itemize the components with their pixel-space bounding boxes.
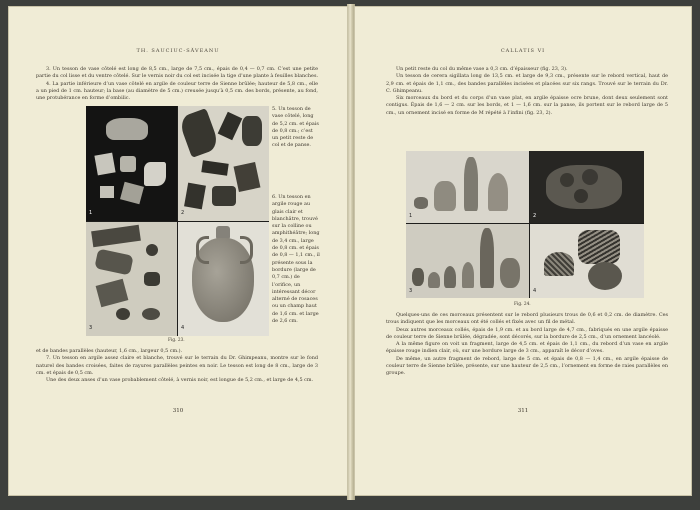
left-page: [8, 6, 348, 496]
right-para-1: Un petit reste du col du même vase a 0,3 cm. d’épaisseur (fig. 23, 3).: [396, 66, 568, 72]
right-para-2: Un tesson de cerera sigillata long de 13,5 cm. et large de 9,3 cm., présente sur le rebord vertical, haut de 2,9 cm. et épais de 1,1 cm., des bandes parallèles incisées et placées sur six rangs. Trouvé sur le terrain du Dr. C. Ghimpeanu.: [386, 73, 668, 94]
plate-number-4: 4: [181, 325, 185, 331]
right-folio: 311: [517, 408, 529, 414]
figure-23-plate: [86, 106, 269, 336]
left-para-6: 7. Un tesson en argile assez claire et blanche, trouvé sur le terrain du Dr. Ghimpeanu, montre sur le fond naturel des bandes croisées, faites de rayures parallèles peintes en noir. Le tesson est long de 8 cm., large de 3 cm. et épais de 0,5 cm.: [36, 355, 318, 376]
left-para-5: et de bandes parallèles (hauteur, 1,6 cm., largeur 0,5 cm.).: [36, 348, 183, 354]
left-running-header: TH. SAUCIUC-SĂVEANU: [136, 48, 220, 54]
plate-quadrant-2: [178, 106, 269, 221]
plate-24-quadrant-4: [530, 224, 644, 298]
right-running-header: CALLATIS VI: [500, 48, 546, 54]
plate-24-number-4: 4: [533, 288, 537, 294]
plate-24-number-1: 1: [409, 213, 413, 219]
plate-number-2: 2: [181, 210, 185, 216]
right-top-text: [386, 66, 668, 117]
plate-quadrant-1: [86, 106, 177, 221]
plate-24-quadrant-1: [406, 151, 529, 223]
plate-quadrant-3: [86, 222, 177, 336]
right-para-6: A la même figure on voit un fragment, large de 4,5 cm. et épais de 1,1 cm., du rebord d’un vase en argile épaisse rouge indien clair, où, sur une bordure large de 3 cm., apparaît le décor d’oves.: [386, 341, 668, 355]
right-bottom-text: [386, 312, 668, 378]
figure-24-caption: Fig. 24.: [514, 302, 531, 307]
figure-24-plate: [406, 151, 644, 298]
plate-quadrant-4: [178, 222, 269, 336]
left-para-3: 5. Un tesson de vase côtelé, long de 5,2 cm. et épais de 0,8 cm.; c’est un petit reste de col et de panse.: [272, 106, 319, 149]
left-folio: 310: [172, 408, 184, 414]
right-para-5: Deux autres morceaux collés, épais de 1,9 cm. et au bord large de 4,7 cm., fabriqués en une argile épaisse de couleur terre de Sienne brûlée, dégradée, sont décorés, sur la bordure de 2,5 cm., d’un ornement lancéolé.: [386, 326, 668, 340]
figure-23-caption: Fig. 23.: [168, 338, 185, 343]
plate-24-number-2: 2: [533, 213, 537, 219]
plate-number-1: 1: [89, 210, 93, 216]
plate-24-quadrant-3: [406, 224, 529, 298]
left-top-text: [36, 66, 319, 102]
left-para-2: 4. La partie inférieure d’un vase côtelé en argile de couleur terre de Sienne brûlée; hauteur de 5,8 cm., elle a un pied de 1 cm. hauteur; la base (au diamètre de 5 cm.) creusée jusqu’à 0,5 cm. des bords, présente, au fond, une protubérance en forme d’ombilic.: [36, 80, 318, 102]
left-para-4: 6. Un tesson en argile rouge au glais clair et blanchâtre, trouvé sur la colline ou amphithéâtre; long de 3,4 cm., large de 0,8 cm. et épais de 0,8 — 1,1 cm., il présente sous la bordure (large de 0,7 cm.) de l’orifice, un intéressant décor alterné de rosaces ou un champ haut de 1,6 cm. et large de 2,6 cm.: [272, 194, 320, 325]
plate-number-3: 3: [89, 325, 93, 331]
right-para-4: Quelques-uns de ces morceaux présentent sur le rebord plusieurs trous de 0,6 et 0,2 cm. de diamètre. Ces trous indiquent que les morceaux ont été collés et fixés avec un fil de métal.: [386, 312, 668, 326]
left-para-7: Une des deux anses d’un vase probablement côtelé, à vernis noir, est longue de 5,2 cm., et large de 4,5 cm.: [46, 377, 314, 384]
right-para-7: De même, un autre fragment de rebord, large de 5 cm. et épais de 0,8 — 1,4 cm., en argile épaisse de couleur terre de Sienne brûlée, présente, sur une hauteur de 2,5 cm., l’ornement en forme de raies parallèles en groupe.: [386, 355, 668, 377]
left-para-1: 3. Un tesson de vase côtelé est long de 8,5 cm., large de 7,5 cm., épais de 0,4 — 0,7 cm. C’est une petite partie du col lisse et du ventre côtelé. Sur le vernis noir du col est incisée la tige d’une plante à feuilles blanches.: [36, 66, 319, 80]
plate-24-number-3: 3: [409, 288, 413, 294]
left-bottom-text: [36, 348, 318, 384]
right-para-3: Six morceaux du bord et du corps d’un vase plat, en argile épaisse ocre brune, dont deux seulement sont contigus. Épais de 1,6 — 2 cm. sur les bords, et 1 — 1,6 cm. sur la panse, ils portent sur le rebord large de 5 cm., un ornement incisé en forme de M répété à l’infini (fig. 23, 2).: [386, 95, 668, 116]
right-page: [354, 6, 692, 496]
left-side-column: [272, 106, 320, 338]
plate-24-quadrant-2: [530, 151, 644, 223]
